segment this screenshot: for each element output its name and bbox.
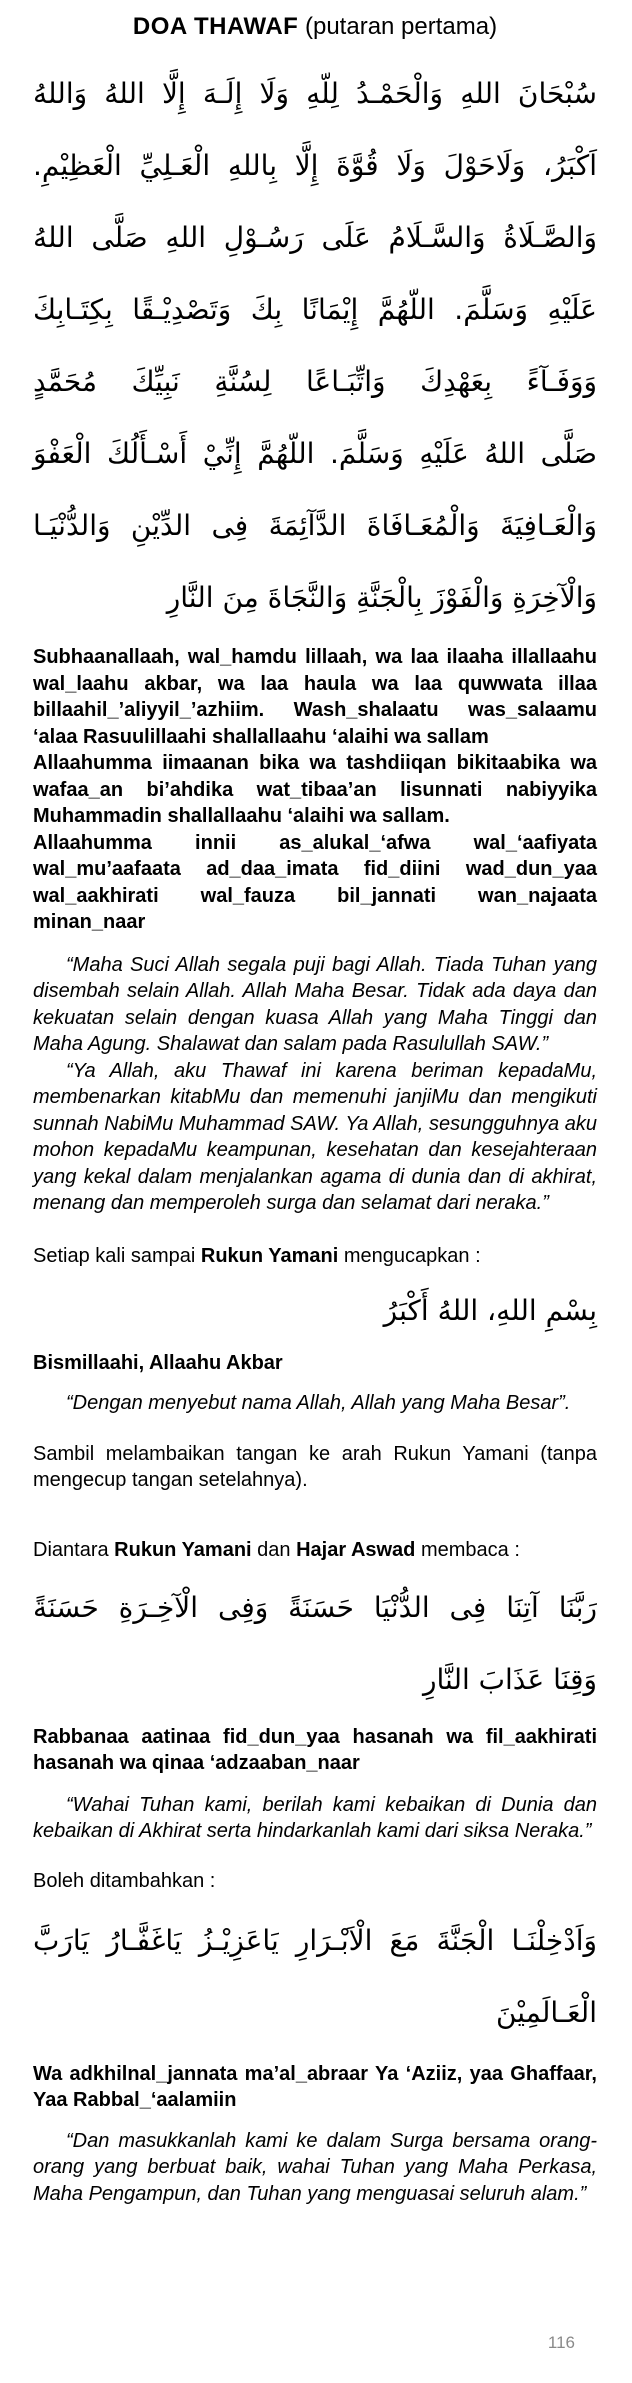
arabic-line: وَالصَّـلَاةُ وَالسَّـلَامُ عَلَى رَسُـوْلِ اللهِ صَلَّى اللهُ — [33, 221, 597, 254]
lead-text: Setiap kali sampai — [33, 1244, 201, 1267]
arabic-line: وَاَدْخِلْنَـا الْجَنَّةَ مَعَ الْاَبْـرَارِ يَاعَزِيْـزُ يَاغَفَّـارُ يَارَبَّ — [33, 1923, 597, 1957]
transliteration-main — [33, 644, 597, 936]
translation-rabbana — [33, 1792, 597, 1845]
arabic-addition — [33, 1905, 597, 2049]
lead-addition: Boleh ditambahkan : — [33, 1869, 216, 1892]
translation-main — [33, 952, 597, 1217]
lead-text: dan — [251, 1538, 297, 1561]
lead-rukun-yamani — [33, 1243, 597, 1270]
lead-text: mengucapkan : — [338, 1244, 481, 1267]
title-subtitle: (putaran pertama) — [298, 13, 498, 40]
translation-paragraph: “Wahai Tuhan kami, berilah kami kebaikan di Dunia dan kebaikan di Akhirat serta hindarkanlah kami dari siksa Neraka.” — [33, 1793, 597, 1842]
title-main: DOA THAWAF — [132, 13, 299, 40]
arabic-bismillah: بِسْمِ اللهِ، اللهُ أَكْبَرُ — [383, 1293, 597, 1327]
arabic-main-dua — [33, 58, 597, 634]
arabic-line: وَوَفَـآءً بِعَهْدِكَ وَاتِّبَـاعًا لِسُنَّةِ نَبِيِّكَ مُحَمَّدٍ — [33, 365, 597, 398]
arabic-line: عَلَيْهِ وَسَلَّمَ. اللّهُمَّ إِيْمَانًا بِكَ وَتَصْدِيْـقًا بِكِتَـابِكَ — [33, 293, 597, 326]
translation-paragraph: “Ya Allah, aku Thawaf ini karena beriman kepadaMu, membenarkan kitabMu dan memenuhi janjiMu dan mengikuti sunnah NabiMu Muhammad SAW. Ya Allah, sesungguhnya aku mohon kepadaMu keampunan, kesehatan dan kesejahteraan yang kekal dalam menjalankan agama di dunia dan di akhirat, menang dan memperoleh surga dan selamat dari neraka.” — [33, 1059, 597, 1214]
lead-bold-rukun-yamani: Rukun Yamani — [200, 1244, 339, 1267]
lead-text: membaca : — [415, 1538, 520, 1561]
lead-bold-hajar-aswad: Hajar Aswad — [296, 1538, 416, 1561]
translation-paragraph: “Maha Suci Allah segala puji bagi Allah. Tiada Tuhan yang disembah selain Allah. Allah Maha Besar. Tidak ada daya dan kekuatan selain dengan kuasa Allah yang Maha Tinggi dan Maha Agung. Shalawat dan salam pada Rasulullah SAW.” — [33, 953, 597, 1055]
transliteration-paragraph: Wa adkhilnal_jannata ma’al_abraar Ya ‘Aziiz, yaa Ghaffaar, Yaa Rabbal_‘aalamiin — [33, 2062, 597, 2111]
arabic-line: وَالْآخِرَةِ وَالْفَوْزَ بِالْجَنَّةِ وَالنَّجَاةَ مِنَ النَّارِ — [166, 581, 597, 614]
transliteration-rabbana — [33, 1724, 597, 1777]
arabic-line: سُبْحَانَ اللهِ وَالْحَمْـدُ لِلّهِ وَلَا إِلَـهَ إِلَّا اللهُ وَاللهُ — [33, 77, 597, 110]
page-title — [33, 12, 597, 42]
arabic-line: وَقِنَا عَذَابَ النَّارِ — [422, 1662, 597, 1696]
translation-paragraph: “Dengan menyebut nama Allah, Allah yang Maha Besar”. — [66, 1392, 571, 1414]
transliteration-paragraph: Subhaanallaah, wal_hamdu lillaah, wa laa ilaaha illallaahu wal_laahu akbar, wa laa haula wa laa quwwata illaa billaahil_’aliyyil_’azhiim. Wash_shalaatu was_salaamu ‘alaa Rasuulillaahi shallallaahu ‘alaihi wa sallam — [33, 646, 597, 748]
translation-paragraph: “Dan masukkanlah kami ke dalam Surga bersama orang-orang yang berbuat baik, wahai Tuhan yang Maha Perkasa, Maha Pengampun, dan Tuhan yang menguasai seluruh alam.” — [33, 2129, 597, 2205]
translation-addition — [33, 2128, 597, 2208]
arabic-line: رَبَّنَا آتِنَا فِى الدُّنْيَا حَسَنَةً وَفِى الْآخِـرَةِ حَسَنَةً — [33, 1590, 597, 1624]
transliteration-bismillah: Bismillaahi, Allaahu Akbar — [33, 1351, 283, 1374]
translation-bismillah — [33, 1390, 597, 1417]
transliteration-paragraph: Allaahumma innii as_alukal_‘afwa wal_‘aafiyata wal_mu’aafaata ad_daa_imata fid_diini wad_dun_yaa wal_aakhirati wal_fauza bil_jannati wan_najaata minan_naar — [33, 831, 597, 933]
arabic-line: وَالْعَـافِيَةَ وَالْمُعَـافَاةَ الدَّآئِمَةَ فِى الدِّيْنِ وَالدُّنْيَـا — [33, 509, 597, 542]
arabic-line: الْعَـالَمِيْنَ — [495, 1995, 597, 2029]
page-number: 116 — [547, 2333, 575, 2352]
transliteration-paragraph: Rabbanaa aatinaa fid_dun_yaa hasanah wa fil_aakhirati hasanah wa qinaa ‘adzaaban_naar — [33, 1725, 597, 1774]
arabic-line: صَلَّى اللهُ عَلَيْهِ وَسَلَّمَ. اللّهُمَّ إِنِّيْ أَسْـأَلُكَ الْعَفْوَ — [33, 437, 597, 470]
transliteration-addition — [33, 2061, 597, 2114]
note-waving-hand: Sambil melambaikan tangan ke arah Rukun Yamani (tanpa mengecup tangan setelahnya). — [33, 1442, 597, 1491]
transliteration-paragraph: Allaahumma iimaanan bika wa tashdiiqan bikitaabika wa wafaa_an bi’ahdika wat_tibaa’an lisunnati nabiyyika Muhammadin shallallaahu ‘alaihi wa sallam. — [33, 752, 597, 827]
arabic-rabbana — [33, 1572, 597, 1716]
lead-text: Diantara — [33, 1538, 115, 1561]
lead-between-corners — [33, 1537, 597, 1564]
lead-bold-rukun-yamani: Rukun Yamani — [114, 1538, 252, 1561]
arabic-line: اَكْبَرُ، وَلَاحَوْلَ وَلَا قُوَّةَ إِلَّا بِاللهِ الْعَـلِيِّ الْعَظِيْمِ. — [33, 149, 597, 182]
